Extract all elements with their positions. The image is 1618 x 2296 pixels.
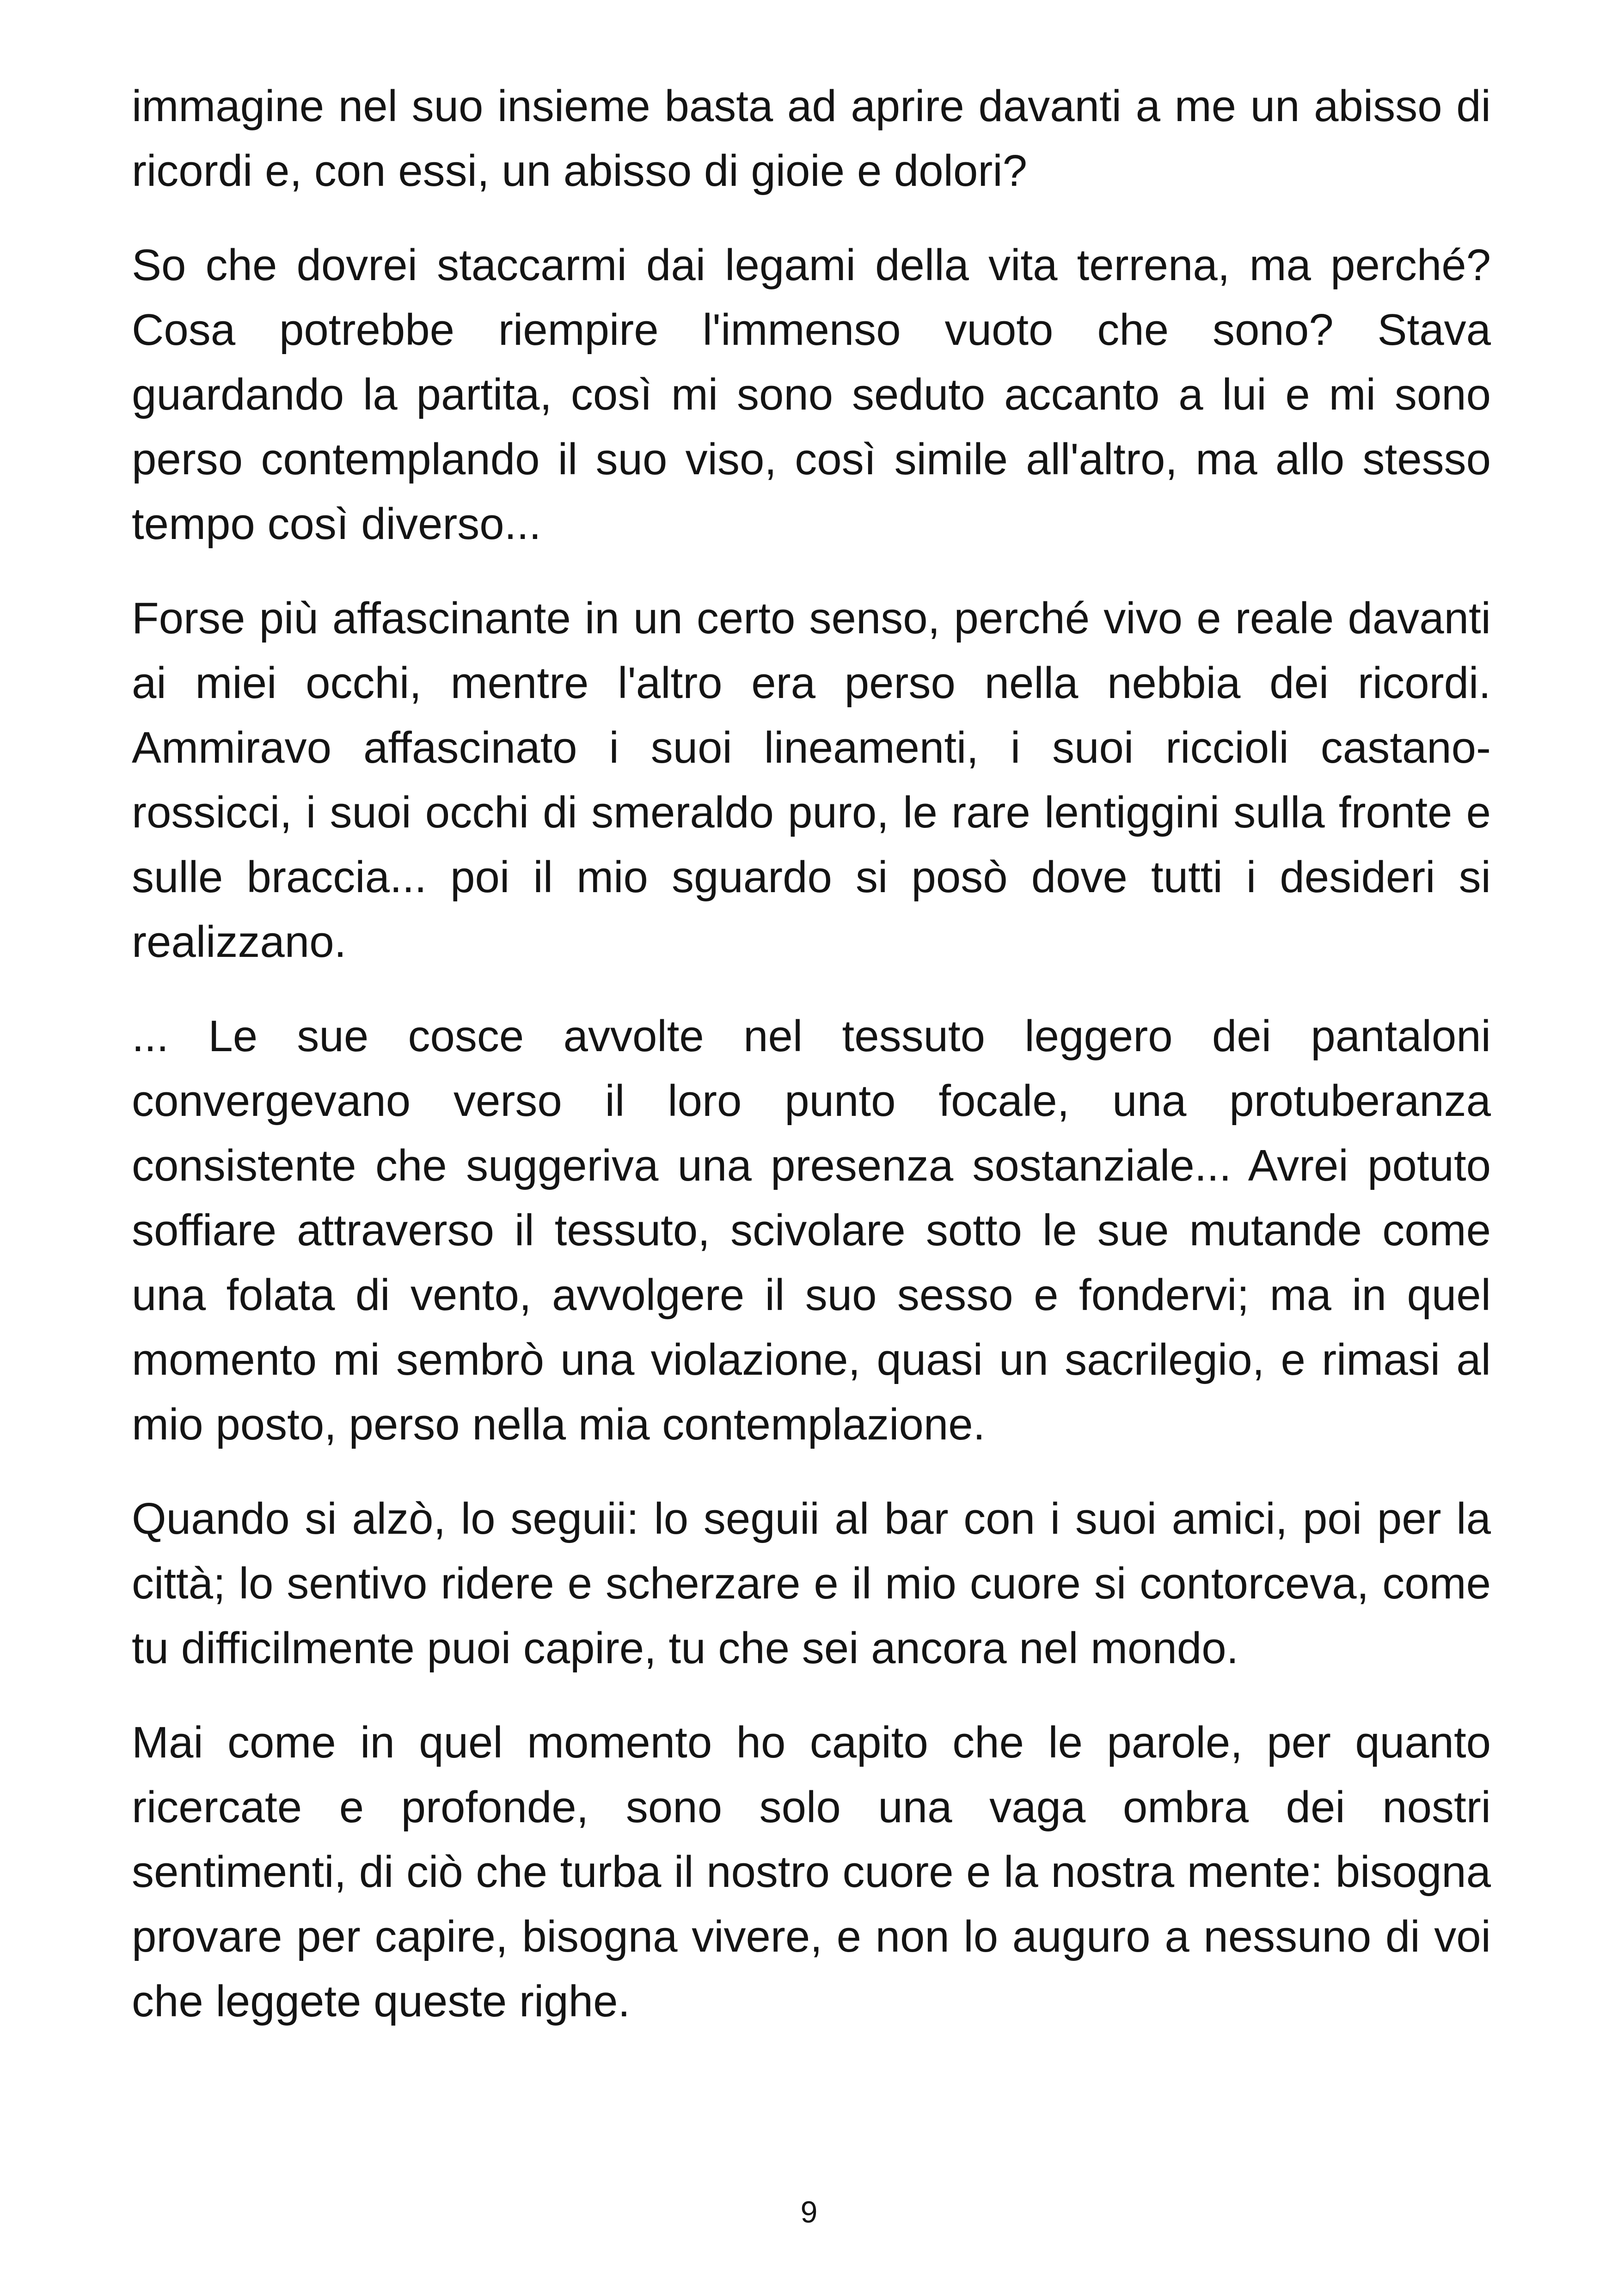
- paragraph-3: Forse più affascinante in un certo senso, perché vivo e reale davanti ai miei occhi, mentre l'altro era perso nella nebbia dei ricordi. Ammiravo affascinato i suoi lineamenti, i suoi riccioli castano-rossicci, i suoi occhi di smeraldo puro, le rare lentiggini sulla fronte e sulle braccia... poi il mio sguardo si posò dove tutti i desideri si realizzano.: [132, 594, 1491, 967]
- paragraph-2: So che dovrei staccarmi dai legami della vita terrena, ma perché? Cosa potrebbe riempire l'immenso vuoto che sono? Stava guardando la partita, così mi sono seduto accanto a lui e mi sono perso contemplando il suo viso, così simile all'altro, ma allo stesso tempo così diverso...: [132, 240, 1491, 549]
- paragraph-6: Mai come in quel momento ho capito che le parole, per quanto ricercate e profonde, sono solo una vaga ombra dei nostri sentimenti, di ciò che turba il nostro cuore e la nostra mente: bisogna provare per capire, bisogna vivere, e non lo auguro a nessuno di voi che leggete queste righe.: [132, 1718, 1491, 2026]
- paragraph-4: ... Le sue cosce avvolte nel tessuto leggero dei pantaloni convergevano verso il loro punto focale, una protuberanza consistente che suggeriva una presenza sostanziale... Avrei potuto soffiare attraverso il tessuto, scivolare sotto le sue mutande come una folata di vento, avvolgere il suo sesso e fondervi; ma in quel momento mi sembrò una violazione, quasi un sacrilegio, e rimasi al mio posto, perso nella mia contemplazione.: [132, 1011, 1491, 1449]
- page-number: 9: [800, 2195, 818, 2229]
- paragraph-5: Quando si alzò, lo seguii: lo seguii al bar con i suoi amici, poi per la città; lo sentivo ridere e scherzare e il mio cuore si contorceva, come tu difficilmente puoi capire, tu che sei ancora nel mondo.: [132, 1494, 1491, 1673]
- body-text: [132, 74, 1491, 2063]
- paragraph-1: immagine nel suo insieme basta ad aprire davanti a me un abisso di ricordi e, con essi, un abisso di gioie e dolori?: [132, 81, 1491, 196]
